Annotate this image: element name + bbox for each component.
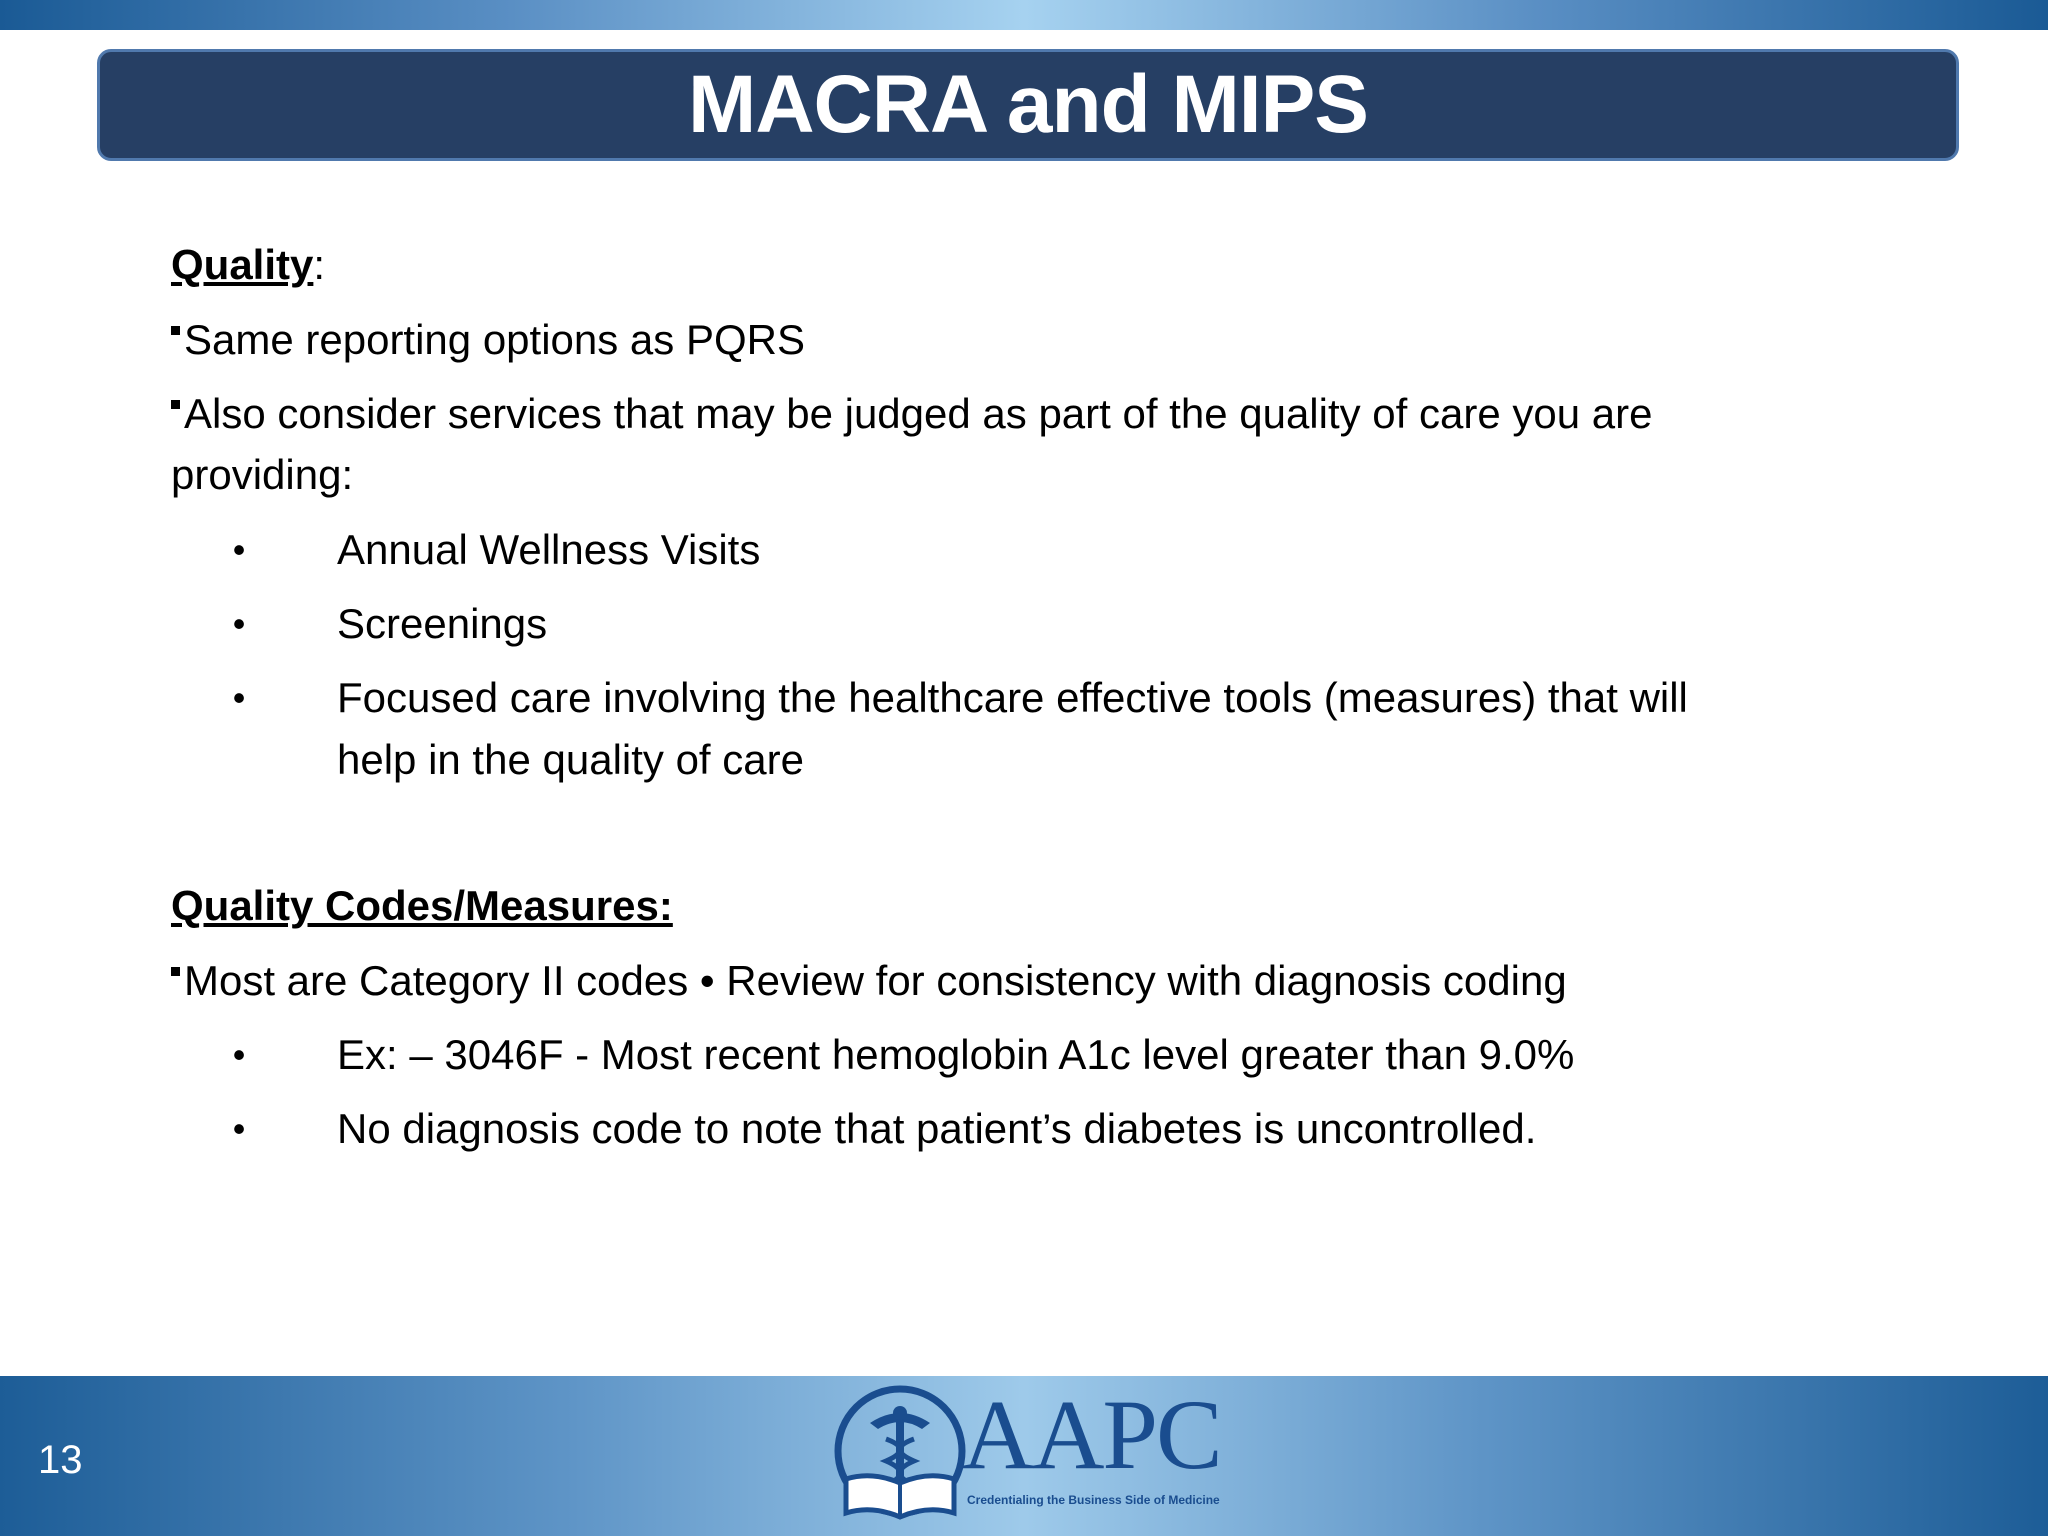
logo-tagline: Credentialing the Business Side of Medicine [967,1493,1220,1507]
bullet-icon: • [232,529,246,570]
bullet-icon: • [232,1034,246,1075]
aapc-logo [830,1379,1230,1528]
codes-sub-item-2-text: No diagnosis code to note that patient’s diabetes is uncontrolled. [337,1105,1537,1152]
quality-sub-item-1 [232,520,761,580]
quality-heading-line [171,237,325,293]
square-bullet-icon [171,400,180,409]
quality-bullet-2-text-line-1: Also consider services that may be judged as part of the quality of care you are [184,390,1653,437]
quality-bullet-1 [171,312,805,368]
codes-heading: Quality Codes/Measures: [171,882,673,929]
quality-sub-item-2 [232,594,548,654]
quality-bullet-1-text: Same reporting options as PQRS [184,316,805,363]
quality-bullet-2-text-line-2: providing: [171,451,354,498]
quality-sub-item-2-text: Screenings [337,600,548,647]
title-banner [97,49,1959,161]
top-gradient-bar [0,0,2048,30]
bullet-icon: • [232,1108,246,1149]
slide-title: MACRA and MIPS [688,59,1368,150]
page-number: 13 [38,1438,83,1482]
square-bullet-icon [171,326,180,335]
bullet-icon: • [232,603,246,644]
quality-heading-suffix: : [313,241,326,288]
codes-bullet-1-text: Most are Category II codes • Review for consistency with diagnosis coding [184,957,1567,1004]
quality-bullet-2-continuation [171,447,353,503]
quality-sub-item-3-text: Focused care involving the healthcare effective tools (measures) that will [337,674,1688,721]
caduceus-book-icon [830,1383,970,1528]
codes-sub-item-1-text: Ex: – 3046F - Most recent hemoglobin A1c level greater than 9.0% [337,1031,1575,1078]
codes-heading-line [171,878,673,934]
quality-sub-item-3-continuation [337,730,804,790]
codes-bullet-1 [171,953,1567,1009]
quality-sub-item-3 [232,668,1688,728]
quality-bullet-2 [171,386,1652,442]
quality-sub-item-3-text-line-2: help in the quality of care [337,736,804,783]
quality-sub-item-1-text: Annual Wellness Visits [337,526,761,573]
square-bullet-icon [171,967,180,976]
logo-wordmark: AAPC [962,1379,1221,1490]
codes-sub-item-2 [232,1099,1537,1159]
bullet-icon: • [232,677,246,718]
codes-sub-item-1 [232,1025,1575,1085]
quality-heading: Quality [171,241,314,288]
